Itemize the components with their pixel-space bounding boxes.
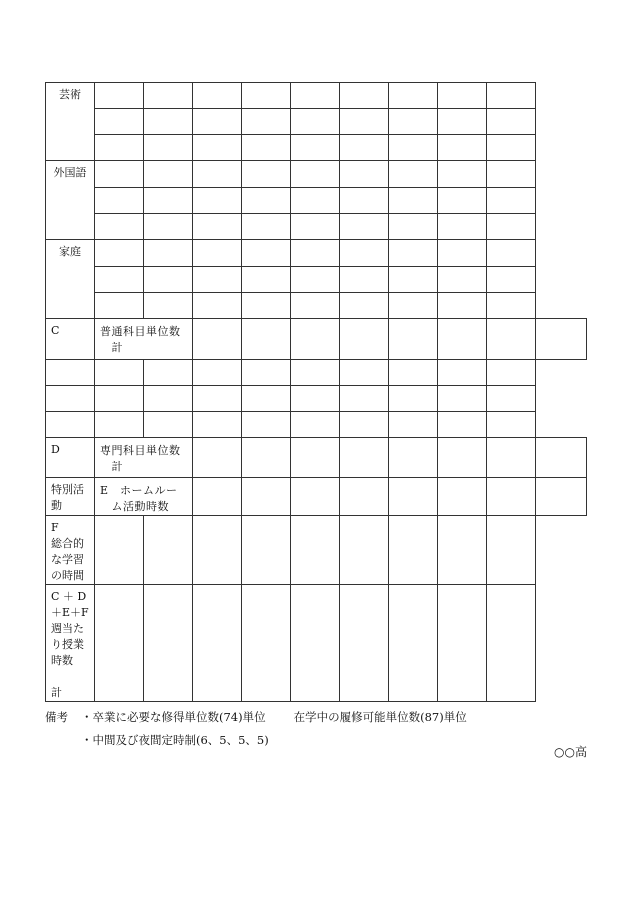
table-row bbox=[46, 585, 587, 702]
table-row bbox=[46, 161, 587, 188]
school-name: ○○高 bbox=[554, 745, 587, 759]
homeroom-hours: E ホームルー ム活動時数 bbox=[95, 478, 193, 516]
note-graduation-credits: ・卒業に必要な修得単位数(74)単位 bbox=[81, 710, 266, 724]
weekly-hours-total-label: C ＋ D ＋E＋F 週当た り授業 時数 計 bbox=[46, 585, 95, 702]
table-row bbox=[46, 516, 587, 585]
curriculum-table bbox=[45, 82, 587, 702]
notes bbox=[45, 706, 590, 752]
table-row bbox=[46, 478, 587, 516]
notes-heading: 備考 bbox=[45, 710, 68, 724]
row-label-d: D bbox=[46, 438, 95, 478]
subject-foreign-language: 外国語 bbox=[46, 161, 95, 240]
general-credits-total: 普通科目単位数 計 bbox=[95, 319, 193, 360]
integrated-study-label: F 総合的 な学習 の時間 bbox=[46, 516, 95, 585]
note-part-time: ・中間及び夜間定時制(6、5、5、5) bbox=[81, 733, 269, 747]
specialized-credits-total: 専門科目単位数 計 bbox=[95, 438, 193, 478]
subject-art: 芸術 bbox=[46, 83, 95, 161]
special-activities-label: 特別活 動 bbox=[46, 478, 95, 516]
note-max-credits: 在学中の履修可能単位数(87)単位 bbox=[293, 710, 467, 724]
table-row bbox=[46, 83, 587, 109]
row-label-c: C bbox=[46, 319, 95, 360]
table-row bbox=[46, 319, 587, 360]
subject-home-economics: 家庭 bbox=[46, 240, 95, 319]
table-row bbox=[46, 240, 587, 267]
table-row bbox=[46, 438, 587, 478]
